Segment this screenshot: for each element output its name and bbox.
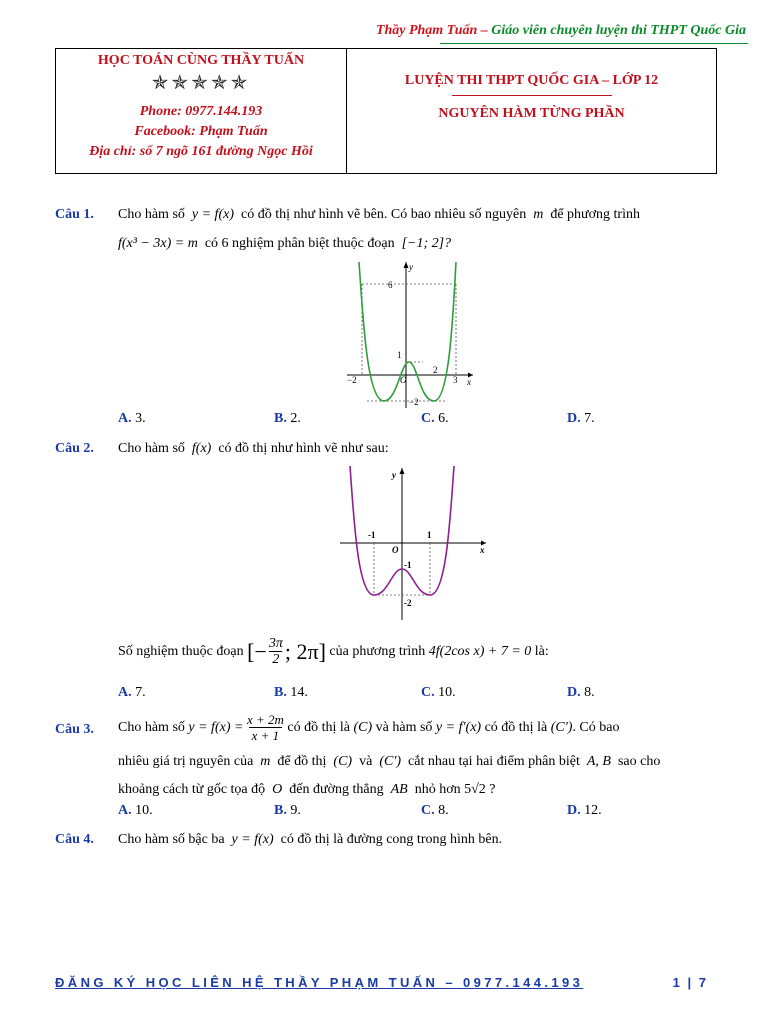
q3-text-e: . Có bao xyxy=(572,719,620,735)
q3-option-a-letter: A. xyxy=(118,803,132,818)
q3-option-c[interactable] xyxy=(421,803,449,819)
q2-graph-origin: O xyxy=(392,545,399,555)
q1-option-c-value: 6. xyxy=(438,411,449,426)
q2-option-a-letter: A. xyxy=(118,685,132,700)
q3-fraction-numerator: x + 2m xyxy=(246,712,284,727)
q3-curve-c: (C) xyxy=(353,719,373,735)
q3-fraction xyxy=(247,712,284,743)
q1-option-b-value: 2. xyxy=(290,411,301,426)
question-1-label: Câu 1. xyxy=(55,207,94,222)
phone-text: Phone: 0977.144.193 xyxy=(139,104,263,119)
q2-fraction-numerator: 3π xyxy=(268,636,283,651)
q3-option-c-letter: C. xyxy=(421,803,435,818)
page-number: 1 | 7 xyxy=(672,975,708,990)
q1-graph xyxy=(345,258,475,410)
question-3-label: Câu 3. xyxy=(55,722,94,737)
footer-contact: ĐĂNG KÝ HỌC LIÊN HỆ THẦY PHẠM TUẤN – 0977.144.193 xyxy=(55,975,584,990)
q2-text-c: Số nghiệm thuộc đoạn xyxy=(118,643,244,659)
q3-points: A, B xyxy=(586,754,611,769)
q1-text-a: Cho hàm số xyxy=(118,207,185,222)
q3-option-a[interactable] xyxy=(118,803,153,819)
q4-text-a: Cho hàm số bậc ba xyxy=(118,832,225,847)
q1-option-c[interactable] xyxy=(421,411,449,427)
page-header xyxy=(376,23,746,39)
question-3-line-3 xyxy=(118,782,496,798)
q3-text-l: đến đường thẳng xyxy=(289,782,384,797)
q3-origin: O xyxy=(272,782,283,797)
question-2-label: Câu 2. xyxy=(55,441,94,456)
question-4-label: Câu 4. xyxy=(55,832,94,847)
q3-option-d[interactable] xyxy=(567,803,602,819)
q3-option-c-value: 8. xyxy=(438,803,449,818)
question-4-line-1 xyxy=(118,832,502,848)
q1-text-d: có 6 nghiệm phân biệt thuộc đoạn xyxy=(204,236,395,251)
q3-curve-c-prime-2: (C′) xyxy=(379,754,402,769)
q2-graph xyxy=(338,462,488,622)
question-2-line-1 xyxy=(118,441,389,457)
facebook-text: Facebook: Phạm Tuấn xyxy=(134,124,268,139)
q3-option-a-value: 10. xyxy=(135,803,153,818)
q1-text-c: để phương trình xyxy=(550,207,640,222)
q1-m: m xyxy=(533,207,544,222)
q2-fraction xyxy=(269,636,283,667)
q2-graph-label-yneg1: -1 xyxy=(404,560,412,570)
q2-option-d-value: 8. xyxy=(584,685,595,700)
q3-text-g: để đồ thị xyxy=(277,754,327,769)
q3-curve-c-2: (C) xyxy=(333,754,353,769)
q4-text-b: có đồ thị là đường cong trong hình bên. xyxy=(280,832,503,847)
q1-equation: f(x³ − 3x) = m xyxy=(118,236,198,251)
q1-option-d[interactable] xyxy=(567,411,595,427)
header-separator: – xyxy=(477,23,492,38)
q3-option-d-value: 12. xyxy=(584,803,602,818)
q2-text-a: Cho hàm số xyxy=(118,441,185,456)
q3-text-f: nhiêu giá trị nguyên của xyxy=(118,754,254,769)
q3-option-b-letter: B. xyxy=(274,803,287,818)
info-box xyxy=(55,48,717,174)
q2-option-a-value: 7. xyxy=(135,685,146,700)
address-text: Địa chỉ: số 7 ngõ 161 đường Ngọc Hồi xyxy=(89,144,313,159)
q1-graph-label-y6: 6 xyxy=(388,280,393,290)
course-dash-divider xyxy=(452,95,612,96)
q1-option-a[interactable] xyxy=(118,411,146,427)
q1-graph-label-y1: 1 xyxy=(397,350,402,360)
info-course xyxy=(347,49,716,122)
q3-text-d: có đồ thị là xyxy=(484,719,548,735)
q2-option-b-value: 14. xyxy=(290,685,308,700)
question-3-line-2 xyxy=(118,754,660,770)
stars-icon: ✯✯✯✯✯ xyxy=(151,72,251,94)
q3-option-b[interactable] xyxy=(274,803,301,819)
q2-text-b: có đồ thị như hình vẽ như sau: xyxy=(218,441,389,456)
header-teacher: Thầy Phạm Tuấn xyxy=(375,23,478,38)
q3-text-c: và hàm số xyxy=(375,719,433,735)
q3-text-h: và xyxy=(359,754,373,769)
q1-option-b-letter: B. xyxy=(274,411,287,426)
q1-option-d-letter: D. xyxy=(567,411,581,426)
q3-text-i: cắt nhau tại hai điểm phân biệt xyxy=(408,754,580,769)
q2-fraction-denominator: 2 xyxy=(269,651,282,667)
q1-option-b[interactable] xyxy=(274,411,301,427)
q3-option-b-value: 9. xyxy=(290,803,301,818)
q1-option-a-value: 3. xyxy=(135,411,146,426)
q2-option-c-letter: C. xyxy=(421,685,435,700)
q2-interval-left: [− xyxy=(247,638,267,664)
q3-text-a: Cho hàm số xyxy=(118,719,185,735)
course-title: LUYỆN THI THPT QUỐC GIA – LỚP 12 xyxy=(404,73,659,88)
q1-interval: [−1; 2]? xyxy=(401,236,452,251)
header-description: Giáo viên chuyên luyện thi THPT Quốc Gia xyxy=(491,23,746,38)
q3-fraction-denominator: x + 1 xyxy=(249,727,283,743)
q1-text-b: có đồ thị như hình vẽ bên. Có bao nhiêu số nguyên xyxy=(240,207,527,222)
question-3-line-1 xyxy=(118,712,619,743)
question-1-line-2 xyxy=(118,236,451,252)
q2-equation: 4f(2cos x) + 7 = 0 xyxy=(428,643,532,659)
q2-option-a[interactable] xyxy=(118,685,146,701)
q2-graph-label-x1: 1 xyxy=(427,530,432,540)
q2-function: f(x) xyxy=(191,441,212,456)
q3-text-m: nhỏ hơn 5√2 ? xyxy=(414,782,496,797)
q2-graph-label-yneg2: -2 xyxy=(404,598,412,608)
q2-option-c[interactable] xyxy=(421,685,456,701)
q1-function: y = f(x) xyxy=(191,207,234,222)
q2-graph-label-xneg1: -1 xyxy=(368,530,376,540)
q1-graph-label-x3: 3 xyxy=(453,375,458,385)
q4-function: y = f(x) xyxy=(231,832,274,847)
q2-graph-x-label: x xyxy=(480,545,485,555)
topic-title: NGUYÊN HÀM TỪNG PHẦN xyxy=(438,106,625,121)
question-2-line-2 xyxy=(118,636,549,667)
q2-text-e: là: xyxy=(534,643,549,659)
q3-text-j: sao cho xyxy=(617,754,661,769)
header-rule xyxy=(440,43,748,44)
q3-text-b: có đồ thị là xyxy=(287,719,350,735)
q2-option-c-value: 10. xyxy=(438,685,456,700)
q2-option-b-letter: B. xyxy=(274,685,287,700)
q3-line-ab: AB xyxy=(390,782,408,797)
q2-option-d[interactable] xyxy=(567,685,595,701)
q1-graph-y-label: y xyxy=(409,262,413,272)
q1-option-a-letter: A. xyxy=(118,411,132,426)
question-1-line-1 xyxy=(118,207,640,223)
school-name: HỌC TOÁN CÙNG THẦY TUẤN xyxy=(97,53,305,68)
q3-m: m xyxy=(260,754,271,769)
q1-graph-label-x2: 2 xyxy=(433,365,438,375)
q1-option-d-value: 7. xyxy=(584,411,595,426)
q3-option-d-letter: D. xyxy=(567,803,581,818)
q1-graph-origin: O xyxy=(400,375,407,385)
q1-graph-label-xneg2: −2 xyxy=(347,375,357,385)
q2-option-d-letter: D. xyxy=(567,685,581,700)
q1-graph-x-label: x xyxy=(467,377,471,387)
q3-text-k: khoảng cách từ gốc tọa độ xyxy=(118,782,266,797)
q2-option-b[interactable] xyxy=(274,685,308,701)
q3-curve-c-prime: (C′) xyxy=(550,719,573,735)
q3-function: y = f(x) = xyxy=(188,719,244,735)
q3-derivative: y = f′(x) xyxy=(435,719,482,735)
q2-text-d: của phương trình xyxy=(329,643,426,659)
q1-option-c-letter: C. xyxy=(421,411,435,426)
q2-interval-right: ; 2π] xyxy=(284,638,326,664)
info-contact xyxy=(56,49,346,162)
q1-graph-label-yneg2: −2 xyxy=(409,397,419,407)
q2-graph-y-label: y xyxy=(392,470,396,480)
